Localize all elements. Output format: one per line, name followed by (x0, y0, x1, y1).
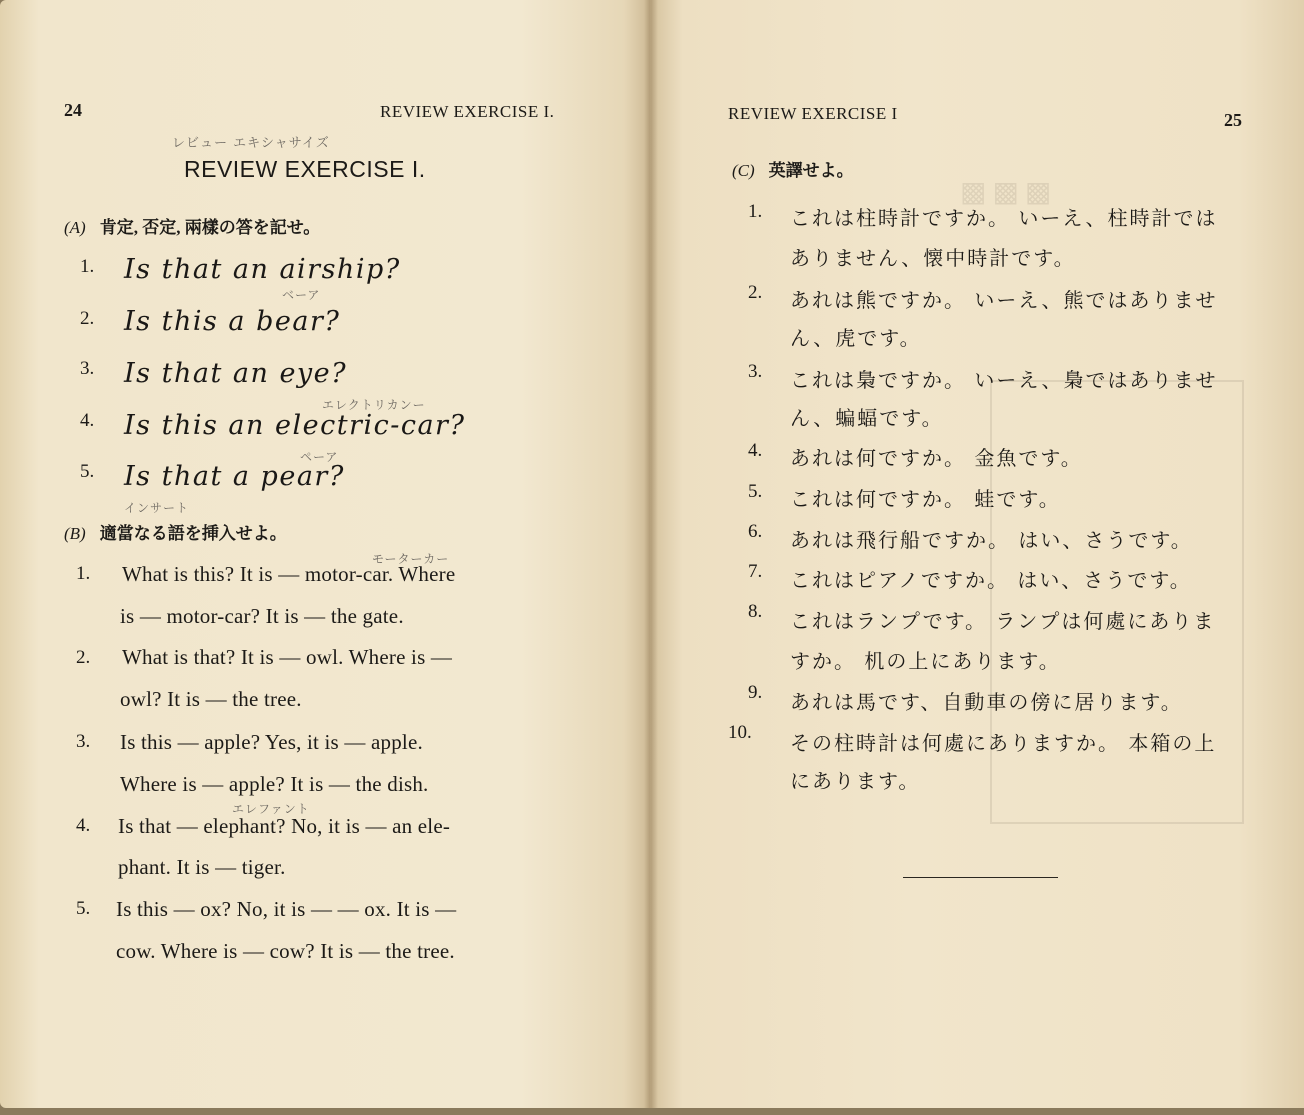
a-item-annotation: エレクトリカンー (322, 398, 426, 412)
b-item-line: Where is — apple? It is — the dish. (120, 772, 429, 796)
b-item-line: Is this — ox? No, it is — — ox. It is — (116, 897, 457, 921)
section-c-tag: (C) (732, 161, 755, 180)
a-item-text: Is that a pear? (124, 461, 345, 492)
b-item-annotation: モーターカー (372, 552, 450, 566)
left-page-number: 24 (64, 100, 82, 120)
b-item-line: is — motor-car? It is — the gate. (120, 604, 404, 628)
b-item-number: 4. (76, 815, 91, 836)
b-item-number: 3. (76, 731, 91, 752)
c-item-number: 7. (748, 561, 763, 582)
c-item-number: 8. (748, 601, 763, 622)
section-c-instruction: 英譯せよ。 (768, 161, 854, 180)
a-item-annotation: ペーア (300, 450, 339, 464)
section-b-annotation: インサート (124, 501, 190, 515)
section-a-instruction: 肯定, 否定, 兩樣の答を記せ。 (99, 218, 321, 237)
section-a-tag: (A) (64, 218, 86, 237)
c-item-line: ありません、懐中時計です。 (790, 246, 1076, 270)
c-item-line: これは何ですか。 蛙です。 (790, 487, 1061, 511)
b-item-line: cow. Where is — cow? It is — the tree. (116, 939, 455, 963)
c-item-number: 6. (748, 521, 763, 542)
left-running-header: REVIEW EXERCISE I. (380, 102, 555, 121)
c-item-number: 5. (748, 481, 763, 502)
c-item-line: ん、蝙蝠です。 (790, 406, 944, 430)
section-b-tag: (B) (64, 524, 86, 543)
section-b-instruction: 適當なる語を挿入せよ。 (99, 524, 287, 543)
b-item-number: 5. (76, 898, 91, 919)
b-item-line: Is this — apple? Yes, it is — apple. (120, 730, 423, 754)
c-item-number: 1. (748, 201, 763, 222)
bleed-through: ▩▩▩ (960, 177, 1058, 208)
right-page (650, 0, 1304, 1108)
c-item-line: ん、虎です。 (790, 326, 922, 350)
b-item-annotation: エレファント (232, 802, 310, 816)
b-item-line: owl? It is — the tree. (120, 687, 302, 711)
right-page-number: 25 (1224, 110, 1242, 130)
section-a-heading (64, 213, 320, 238)
a-item-text: Is that an airship? (124, 254, 401, 285)
c-item-line: これは梟ですか。 いーえ、梟ではありませ (790, 368, 1218, 392)
c-item-number: 9. (748, 682, 763, 703)
b-item-line: What is this? It is — motor-car. Where (122, 562, 456, 586)
a-item-number: 4. (80, 410, 95, 431)
c-item-line: すか。 机の上にあります。 (790, 649, 1061, 673)
c-item-line: にあります。 (790, 769, 921, 793)
c-item-line: これはピアノですか。 はい、さうです。 (790, 568, 1192, 592)
a-item-text: Is this an electric-car? (124, 410, 466, 441)
a-item-text: Is that an eye? (124, 358, 348, 389)
c-item-line: あれは飛行船ですか。 はい、さうです。 (790, 528, 1193, 552)
right-running-header: REVIEW EXERCISE I (728, 104, 898, 123)
c-item-line: あれは熊ですか。 いーえ、熊ではありませ (790, 288, 1218, 312)
c-item-line: これは柱時計ですか。 いーえ、柱時計では (790, 206, 1218, 230)
c-item-number: 4. (748, 440, 763, 461)
c-item-number: 10. (728, 722, 752, 743)
c-item-number: 2. (748, 282, 763, 303)
section-b-heading (64, 519, 287, 544)
c-item-line: その柱時計は何處にありますか。 本箱の上 (790, 731, 1217, 755)
c-item-number: 3. (748, 361, 763, 382)
page-title: REVIEW EXERCISE I. (184, 156, 426, 182)
b-item-number: 1. (76, 563, 91, 584)
a-item-number: 2. (80, 308, 95, 329)
b-item-number: 2. (76, 647, 91, 668)
c-item-line: これはランプです。 ランプは何處にありま (790, 609, 1216, 633)
b-item-line: phant. It is — tiger. (118, 855, 286, 879)
a-item-number: 1. (80, 256, 95, 277)
b-item-line: What is that? It is — owl. Where is — (122, 645, 453, 669)
b-item-line: Is that — elephant? No, it is — an ele- (118, 814, 451, 838)
a-item-number: 3. (80, 358, 95, 379)
c-item-line: あれは馬です、自動車の傍に居ります。 (790, 690, 1183, 714)
end-rule (903, 877, 1058, 878)
left-page (0, 0, 650, 1108)
section-c-heading (732, 156, 854, 181)
c-item-line: あれは何ですか。 金魚です。 (790, 446, 1083, 470)
a-item-number: 5. (80, 461, 95, 482)
a-item-annotation: ベーア (282, 288, 321, 302)
title-annotation: レビュー エキシャサイズ (172, 136, 330, 151)
a-item-text: Is this a bear? (124, 306, 341, 337)
